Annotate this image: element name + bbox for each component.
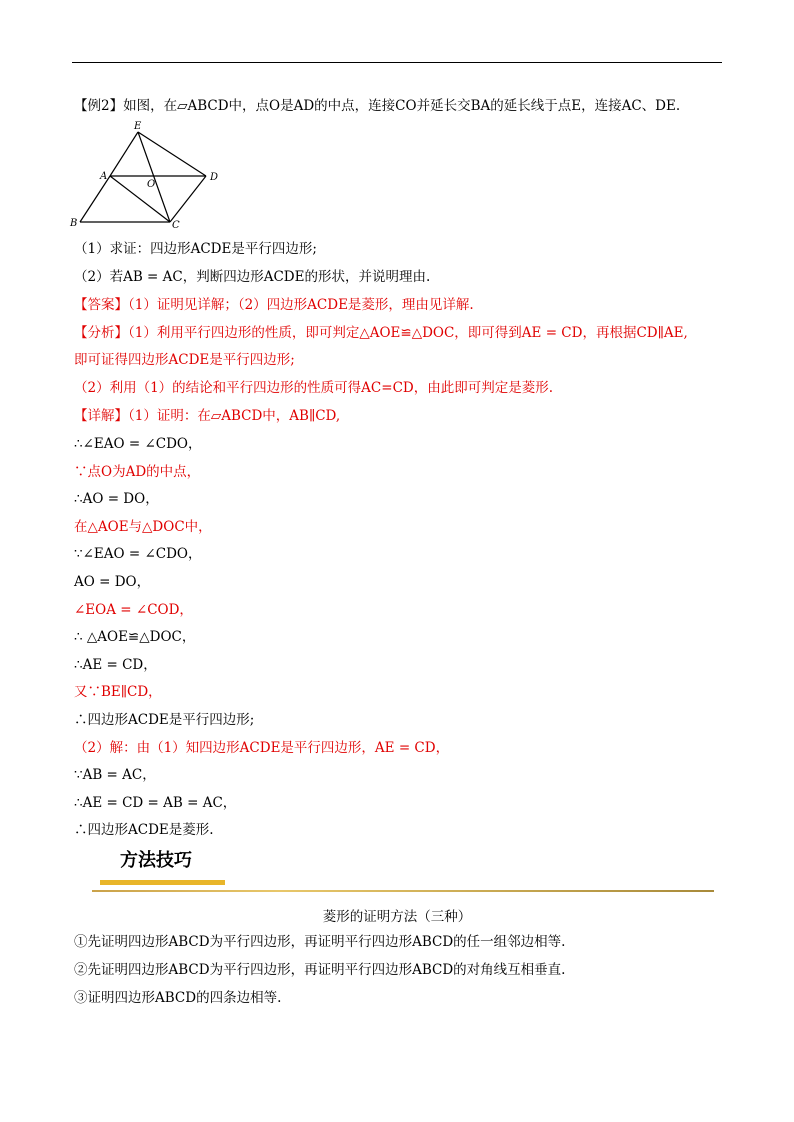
proof-step: ∴AE = CD = AB = AC， <box>74 794 237 811</box>
segment-EA <box>110 132 138 176</box>
proof-step: ∠EOA = ∠COD， <box>74 601 193 618</box>
proof-step: ∵AB = AC， <box>74 767 156 784</box>
segment-AC <box>110 176 170 222</box>
method-title: 菱形的证明方法（三种） <box>322 909 472 925</box>
question-2: （2）若AB = AC，判断四边形ACDE的形状，并说明理由. <box>74 269 431 285</box>
answer-line <box>74 296 474 314</box>
label-C: C <box>172 220 180 230</box>
analysis-line-3: （2）利用（1）的结论和平行四边形的性质可得AC=CD，由此即可判定是菱形. <box>74 380 554 396</box>
detail-label: 【详解】 <box>74 408 128 424</box>
proof-step: ∴ △AOE≌△DOC， <box>74 629 196 646</box>
proof-step: ∵∠EAO = ∠CDO， <box>74 546 202 563</box>
proof-step: ∴AE = CD， <box>74 656 157 673</box>
detail-line-1 <box>74 407 340 425</box>
proof-step: 在△AOE与△DOC中， <box>74 518 212 535</box>
label-E: E <box>134 121 142 132</box>
segment-EC <box>138 132 170 222</box>
analysis-label: 【分析】 <box>74 325 128 341</box>
proof-step: ∴四边形ACDE是菱形. <box>74 822 214 839</box>
method-1: ①先证明四边形ABCD为平行四边形，再证明平行四边形ABCD的任一组邻边相等. <box>74 934 566 950</box>
answer-text: （1）证明见详解；（2）四边形ACDE是菱形，理由见详解. <box>128 297 474 313</box>
method-3: ③证明四边形ABCD的四条边相等. <box>74 990 282 1006</box>
proof-step: 又∵BE∥CD， <box>74 684 162 701</box>
analysis-line-2: 即可证得四边形ACDE是平行四边形; <box>74 352 295 368</box>
segment-CD <box>170 176 206 222</box>
label-O: O <box>147 179 156 190</box>
segment-ED <box>138 132 206 176</box>
label-B: B <box>70 218 78 229</box>
proof-step: （2）解：由（1）知四边形ACDE是平行四边形，AE = CD， <box>74 739 450 756</box>
analysis-line-1 <box>74 324 688 342</box>
section-title: 方法技巧 <box>120 850 192 871</box>
question-1: （1）求证：四边形ACDE是平行四边形; <box>74 241 317 257</box>
section-rule <box>92 890 714 892</box>
proof-step: ∴四边形ACDE是平行四边形; <box>74 712 255 728</box>
label-A: A <box>100 171 108 182</box>
detail-text-1: （1）证明：在▱ABCD中，AB∥CD, <box>128 408 341 424</box>
answer-label: 【答案】 <box>74 297 128 313</box>
parallelogram-figure <box>66 118 226 230</box>
example-statement: 【例2】如图，在▱ABCD中，点O是AD的中点，连接CO并延长交BA的延长线于点E，连接AC、DE. <box>74 98 681 114</box>
proof-step: ∴∠EAO = ∠CDO， <box>74 436 202 452</box>
method-2: ②先证明四边形ABCD为平行四边形，再证明平行四边形ABCD的对角线互相垂直. <box>74 962 566 978</box>
proof-step: ∴AO = DO， <box>74 491 159 508</box>
segment-AB <box>80 176 110 222</box>
header-rule <box>72 62 722 63</box>
proof-step: ∵点O为AD的中点， <box>74 463 201 480</box>
label-D: D <box>210 172 219 183</box>
analysis-text-1: （1）利用平行四边形的性质，即可判定△AOE≌△DOC，即可得到AE = CD，再根据CD∥AE, <box>128 325 688 341</box>
section-accent-bar <box>100 880 225 885</box>
proof-step: AO = DO， <box>74 574 151 590</box>
